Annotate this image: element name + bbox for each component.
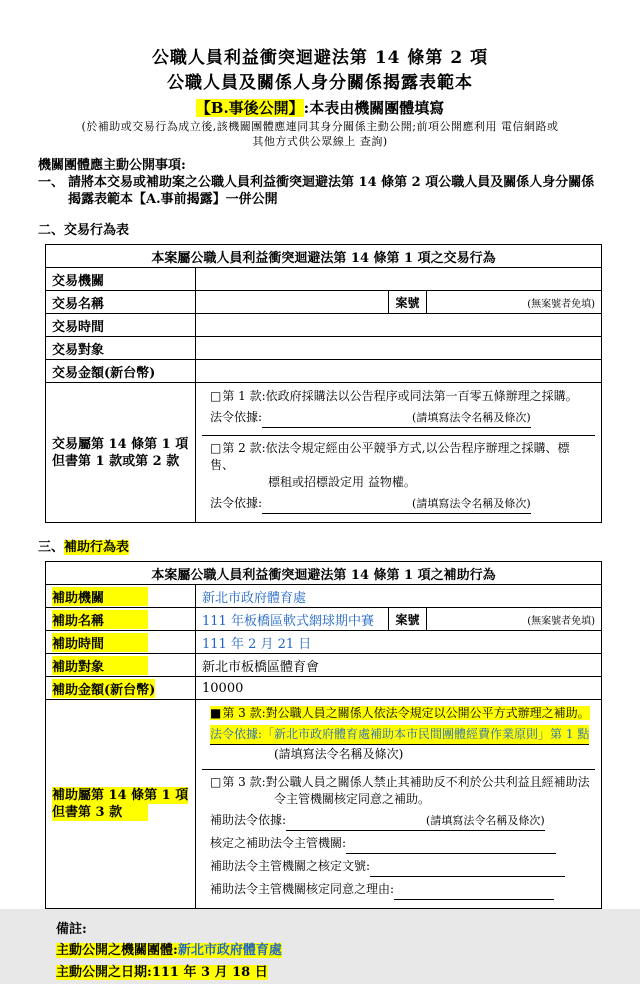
publish-date-line [56,962,602,984]
section2-label: 二、交易行為表 [38,223,130,238]
sub-option-1 [202,701,595,770]
table-row [46,291,602,314]
table-row [46,245,602,268]
sub-time-label [46,631,196,654]
law-basis-hint: (請填寫法令名稱及條次) [412,497,531,510]
subsidy-table [45,561,602,909]
document-title-line2: 公職人員及關係人身分關係揭露表範本 [167,73,473,93]
law-basis-hint: (請填寫法令名稱及條次) [412,411,531,424]
sub-clause-line2-text: 但書第 3 款 [52,804,148,821]
subtitle-note-line2: 其他方式供公眾線上 查詢) [252,135,388,148]
law-basis-blank [262,494,531,514]
subtitle-highlight: 【B.事後公開】 [195,99,304,117]
sub-option1-highlight [210,706,590,720]
sub-name-value: 111 年板橋區軟式網球期中賽 [196,608,389,631]
table-row [46,677,602,700]
sub-clause-line1-text: 補助屬第 14 條第 1 項 [52,788,189,803]
table-row [46,585,602,608]
table-row [46,631,602,654]
subtitle-text: :本表由機關團體填寫 [303,99,445,117]
blank-underline [262,496,412,507]
tx-option1-law-line [210,408,591,428]
sub-option2-text1: 第 3 款:對公職人員之關係人禁止其補助反不利於公共利益且經補助法 [222,775,590,789]
table-row [46,360,602,383]
sub-options-cell [196,700,602,909]
law-basis-label: 法令依據: [210,410,263,424]
publish-org-highlight [56,943,282,958]
sub-target-label [46,654,196,677]
transaction-table [45,244,602,523]
tx-name-label: 交易名稱 [46,291,196,314]
tx-time-value [196,314,602,337]
sub-name-label [46,608,196,631]
disclosure-intro [38,157,602,208]
field-reason-label: 補助法令主管機關核定同意之理由: [210,882,395,896]
tx-clause-line1: 交易屬第 14 條第 1 項 [52,436,189,452]
sub-time-label-text: 補助時間 [52,633,148,652]
tx-option2-text2: 標租或招標設定用 益物權。 [268,475,416,489]
tx-target-label: 交易對象 [46,337,196,360]
tx-option-2 [202,436,595,521]
tx-option1-line [210,388,591,405]
tx-option1-text: 第 1 款:依政府採購法以公告程序或同法第一百零五條辦理之採購。 [222,389,578,403]
item1-number: 一、 [38,175,65,190]
sub-clause-label [46,700,196,909]
subtitle-note-line1: (於補助或交易行為成立後,該機關團體應連同其身分關係主動公開;前項公開應利用 電信網路或 [81,120,559,133]
table-row [46,383,602,523]
disclosure-heading: 機關團體應主動公開事項: [38,158,186,173]
tx-org-label: 交易機關 [46,268,196,291]
sub-option2-text2: 令主管機關核定同意之補助。 [274,792,431,806]
sub-clause-line1 [52,787,189,804]
blank-underline [370,859,565,870]
sub-target-value: 新北市板橋區體育會 [196,654,602,677]
tx-option2-law-line [210,494,591,514]
table-row [46,337,602,360]
sub-org-value: 新北市政府體育處 [196,585,602,608]
tx-target-value [196,337,602,360]
table-row [46,268,602,291]
law-basis-hint: (請填寫法令名稱及條次) [426,814,545,827]
item1-text: 請將本交易或補助案之公職人員利益衝突迴避法第 14 條第 2 項公職人員及關係人身分關係揭露表範本【A.事前揭露】一併公開 [68,175,595,207]
publish-date-highlight [56,965,268,980]
sub-target-label-text: 補助對象 [52,656,148,675]
tx-case-label: 案號 [389,291,427,314]
tx-name-value [196,291,389,314]
sub-option1-text: 第 3 款:對公職人員之關係人依法令規定以公開公平方式辦理之補助。 [222,706,590,720]
tx-option2-line1 [210,440,591,474]
law-basis-blank [262,408,531,428]
law-basis-blank [286,811,545,831]
tx-options-cell [196,383,602,523]
checkbox-unchecked-icon: □ [210,775,222,789]
table-row [46,608,602,631]
sub-name-label-text: 補助名稱 [52,610,148,629]
sub-amount-label [46,677,196,700]
blank-underline [346,836,556,847]
field-authority-blank [346,834,556,854]
field-docnum-blank [370,857,565,877]
tx-option-1 [202,384,595,436]
table-row [46,654,602,677]
sub-option2-line1 [210,774,591,791]
sub-option1-law-line [210,725,591,745]
publish-date-label: 主動公開之日期: [56,965,152,980]
sub-amount-label-text: 補助金額(新台幣) [52,679,155,698]
sub-clause-line2 [52,804,189,821]
checkbox-unchecked-icon: □ [210,441,222,455]
subsidy-law-basis-label: 補助法令依據: [210,813,287,827]
document-subtitle [38,97,602,119]
blank-underline [262,410,412,421]
publish-date-value: 111 年 3 月 18 日 [151,965,268,980]
sub-time-value: 111 年 2 月 21 日 [196,631,602,654]
tx-org-value [196,268,602,291]
sub-org-label-text: 補助機關 [52,587,148,606]
law-basis-hint: (請填寫法令名稱及條次) [274,747,404,761]
sub-field-authority-line [210,834,591,854]
sub-org-label [46,585,196,608]
blank-underline [394,882,554,893]
law-basis-label: 法令依據: [210,727,263,741]
sub-option-2 [202,770,595,907]
tx-amount-label: 交易金額(新台幣) [46,360,196,383]
sub-option1-law-value: 「新北市政府體育處補助本市民間團體經費作業原則」第 1 點 [262,727,590,741]
blank-underline [286,813,426,824]
document-title-line1: 公職人員利益衝突迴避法第 14 條第 2 項 [151,48,489,68]
sub-case-hint: (無案號者免填) [427,608,602,631]
table-row [46,562,602,585]
tx-amount-value [196,360,602,383]
publish-org-label: 主動公開之機關團體: [56,943,178,958]
field-reason-blank [394,880,554,900]
sub-option1-law-highlight [210,725,589,745]
sub-option2-law-line [210,811,591,831]
section3-number: 三、 [38,540,65,555]
tx-clause-line2: 但書第 1 款或第 2 款 [52,453,180,469]
section3-label [38,539,602,556]
subsidy-table-header: 本案屬公職人員利益衝突迴避法第 14 條第 1 項之補助行為 [46,562,602,585]
sub-option1-line [210,705,591,722]
sub-field-reason-line [210,880,591,900]
table-row [46,700,602,909]
sub-field-docnum-line [210,857,591,877]
section3-title-highlight: 補助行為表 [64,540,130,555]
law-basis-label: 法令依據: [210,496,263,510]
sub-case-label: 案號 [389,608,427,631]
tx-clause-label [46,383,196,523]
footer-block [56,920,602,984]
remark-label: 備註: [56,922,87,937]
tx-option2-text1: 第 2 款:依法令規定經由公平競爭方式,以公告程序辦理之採購、標售、 [210,441,570,472]
table-row [46,314,602,337]
checkbox-unchecked-icon: □ [210,389,222,403]
transaction-table-header: 本案屬公職人員利益衝突迴避法第 14 條第 1 項之交易行為 [46,245,602,268]
disclosure-item-1 [38,174,602,208]
tx-case-hint: (無案號者免填) [427,291,602,314]
checkbox-checked-icon: ■ [210,706,222,720]
title-block [38,46,602,149]
field-docnum-label: 補助法令主管機關之核定文號: [210,859,371,873]
sub-amount-value: 10000 [196,677,602,700]
field-authority-label: 核定之補助法令主管機關: [210,836,347,850]
publish-org-line [56,940,602,962]
tx-time-label: 交易時間 [46,314,196,337]
publish-org-value: 新北市政府體育處 [177,943,282,958]
